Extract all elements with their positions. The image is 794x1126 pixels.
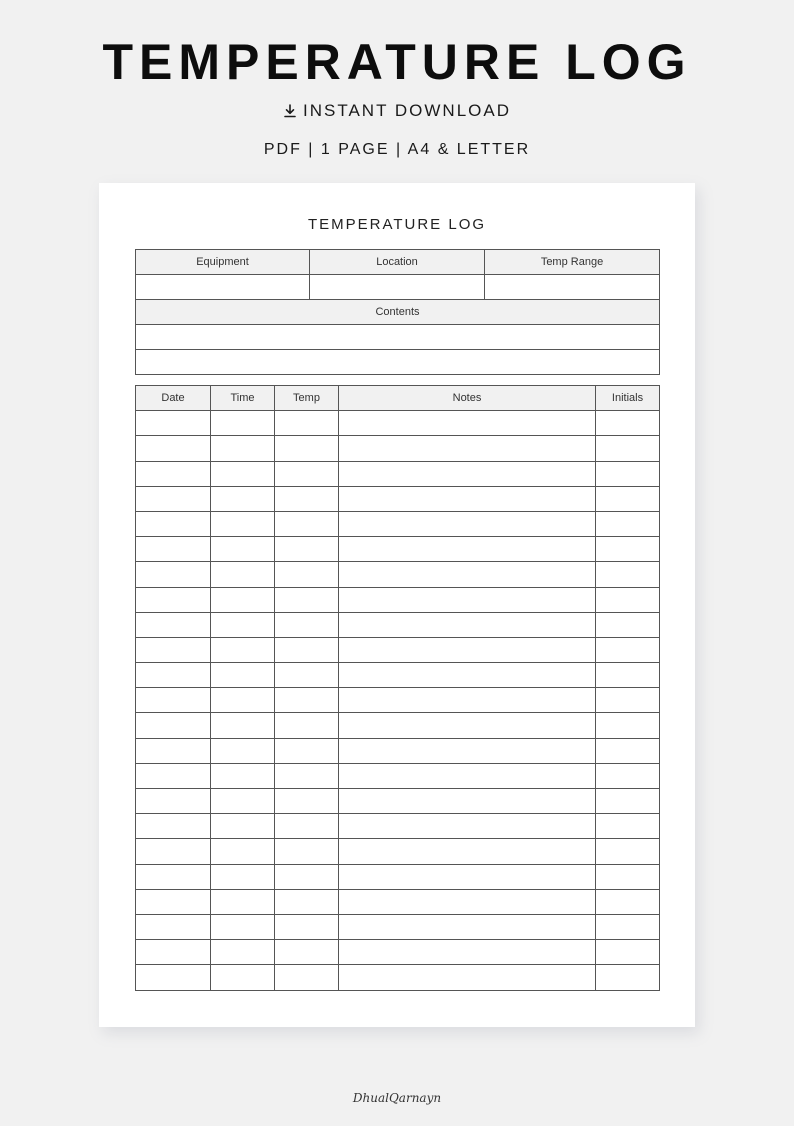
contents-header: Contents xyxy=(136,300,660,325)
log-cell xyxy=(136,587,211,612)
printable-sheet xyxy=(99,183,695,1027)
log-cell xyxy=(339,587,596,612)
signature-text: DhualQarnayn xyxy=(352,1091,442,1105)
log-cell xyxy=(211,914,275,939)
log-cell xyxy=(211,562,275,587)
initials-column-header: Initials xyxy=(596,386,660,411)
log-cell xyxy=(136,839,211,864)
log-cell xyxy=(339,663,596,688)
log-cell xyxy=(211,587,275,612)
log-cell xyxy=(596,511,660,536)
log-row xyxy=(136,839,660,864)
log-cell xyxy=(275,789,339,814)
log-cell xyxy=(211,637,275,662)
log-cell xyxy=(275,411,339,436)
page-title: TEMPERATURE LOG xyxy=(102,34,692,90)
log-cell xyxy=(211,839,275,864)
log-cell xyxy=(339,612,596,637)
format-info: PDF | 1 PAGE | A4 & LETTER xyxy=(263,141,531,158)
log-cell xyxy=(339,738,596,763)
log-cell xyxy=(339,814,596,839)
log-cell xyxy=(596,537,660,562)
log-row xyxy=(136,864,660,889)
log-cell xyxy=(596,411,660,436)
log-row xyxy=(136,486,660,511)
log-cell xyxy=(211,486,275,511)
log-cell xyxy=(136,612,211,637)
log-cell xyxy=(136,562,211,587)
log-cell xyxy=(136,789,211,814)
log-cell xyxy=(339,562,596,587)
log-cell xyxy=(339,436,596,461)
log-row xyxy=(136,738,660,763)
log-cell xyxy=(211,461,275,486)
log-cell xyxy=(275,486,339,511)
log-row xyxy=(136,713,660,738)
log-cell xyxy=(596,789,660,814)
location-header: Location xyxy=(310,250,485,275)
log-cell xyxy=(211,763,275,788)
log-cell xyxy=(339,537,596,562)
log-cell xyxy=(596,914,660,939)
log-cell xyxy=(339,914,596,939)
log-cell xyxy=(211,738,275,763)
log-cell xyxy=(136,411,211,436)
log-row xyxy=(136,789,660,814)
log-cell xyxy=(596,461,660,486)
log-cell xyxy=(275,537,339,562)
log-cell xyxy=(275,814,339,839)
log-cell xyxy=(211,688,275,713)
contents-line xyxy=(136,325,660,350)
log-cell xyxy=(275,461,339,486)
log-cell xyxy=(275,889,339,914)
log-cell xyxy=(275,940,339,965)
log-cell xyxy=(275,436,339,461)
temperature-log-table xyxy=(135,385,660,991)
log-cell xyxy=(211,663,275,688)
temp-range-cell xyxy=(485,275,660,300)
log-cell xyxy=(211,864,275,889)
instant-download-label: INSTANT DOWNLOAD xyxy=(303,101,511,120)
log-row xyxy=(136,461,660,486)
log-cell xyxy=(211,537,275,562)
log-row xyxy=(136,940,660,965)
log-cell xyxy=(339,763,596,788)
log-cell xyxy=(136,914,211,939)
log-cell xyxy=(211,713,275,738)
log-cell xyxy=(211,511,275,536)
log-cell xyxy=(275,864,339,889)
log-cell xyxy=(275,663,339,688)
log-cell xyxy=(339,688,596,713)
log-row xyxy=(136,889,660,914)
log-cell xyxy=(339,789,596,814)
contents-line xyxy=(136,350,660,375)
log-row xyxy=(136,663,660,688)
instant-download-line xyxy=(0,100,794,122)
equipment-header: Equipment xyxy=(136,250,310,275)
log-cell xyxy=(275,763,339,788)
log-cell xyxy=(596,940,660,965)
log-cell xyxy=(596,864,660,889)
log-cell xyxy=(211,814,275,839)
log-cell xyxy=(275,688,339,713)
log-cell xyxy=(596,663,660,688)
log-cell xyxy=(596,814,660,839)
equipment-cell xyxy=(136,275,310,300)
log-cell xyxy=(136,864,211,889)
log-cell xyxy=(211,411,275,436)
log-cell xyxy=(136,537,211,562)
log-cell xyxy=(275,562,339,587)
log-cell xyxy=(275,914,339,939)
location-cell xyxy=(310,275,485,300)
signature-mark xyxy=(342,1082,452,1110)
log-cell xyxy=(136,965,211,990)
log-cell xyxy=(136,637,211,662)
log-cell xyxy=(339,511,596,536)
designer-signature xyxy=(0,1082,794,1115)
log-cell xyxy=(339,839,596,864)
date-column-header: Date xyxy=(136,386,211,411)
equipment-info-table xyxy=(135,249,660,375)
log-cell xyxy=(339,713,596,738)
log-cell xyxy=(596,713,660,738)
log-cell xyxy=(136,713,211,738)
log-cell xyxy=(596,637,660,662)
log-cell xyxy=(596,436,660,461)
log-cell xyxy=(211,965,275,990)
log-cell xyxy=(596,889,660,914)
log-cell xyxy=(596,839,660,864)
notes-column-header: Notes xyxy=(339,386,596,411)
log-cell xyxy=(339,889,596,914)
log-cell xyxy=(136,663,211,688)
log-cell xyxy=(136,436,211,461)
log-cell xyxy=(136,763,211,788)
log-row xyxy=(136,587,660,612)
log-cell xyxy=(339,965,596,990)
log-cell xyxy=(136,486,211,511)
log-cell xyxy=(275,612,339,637)
log-cell xyxy=(339,637,596,662)
log-cell xyxy=(275,965,339,990)
log-row xyxy=(136,436,660,461)
log-cell xyxy=(596,763,660,788)
log-cell xyxy=(136,688,211,713)
log-cell xyxy=(136,889,211,914)
log-cell xyxy=(596,738,660,763)
log-cell xyxy=(211,612,275,637)
log-cell xyxy=(136,814,211,839)
log-row xyxy=(136,965,660,990)
log-cell xyxy=(596,965,660,990)
log-cell xyxy=(136,738,211,763)
log-row xyxy=(136,914,660,939)
time-column-header: Time xyxy=(211,386,275,411)
log-row xyxy=(136,637,660,662)
log-row xyxy=(136,763,660,788)
log-cell xyxy=(275,839,339,864)
log-cell xyxy=(596,688,660,713)
log-cell xyxy=(339,940,596,965)
log-cell xyxy=(596,612,660,637)
log-row xyxy=(136,688,660,713)
temp-column-header: Temp xyxy=(275,386,339,411)
log-row xyxy=(136,537,660,562)
log-cell xyxy=(275,637,339,662)
log-cell xyxy=(339,486,596,511)
log-cell xyxy=(596,587,660,612)
log-cell xyxy=(211,940,275,965)
log-cell xyxy=(339,411,596,436)
log-row xyxy=(136,814,660,839)
log-cell xyxy=(275,511,339,536)
log-row xyxy=(136,411,660,436)
log-cell xyxy=(211,789,275,814)
log-cell xyxy=(136,511,211,536)
sheet-title: TEMPERATURE LOG xyxy=(307,216,487,233)
log-row xyxy=(136,562,660,587)
log-cell xyxy=(275,587,339,612)
log-cell xyxy=(211,889,275,914)
log-cell xyxy=(339,864,596,889)
log-cell xyxy=(211,436,275,461)
log-cell xyxy=(596,562,660,587)
log-cell xyxy=(339,461,596,486)
download-icon xyxy=(283,104,297,118)
log-row xyxy=(136,612,660,637)
log-cell xyxy=(136,461,211,486)
log-row xyxy=(136,511,660,536)
log-cell xyxy=(596,486,660,511)
log-cell xyxy=(136,940,211,965)
log-cell xyxy=(275,713,339,738)
log-cell xyxy=(275,738,339,763)
temp-range-header: Temp Range xyxy=(485,250,660,275)
